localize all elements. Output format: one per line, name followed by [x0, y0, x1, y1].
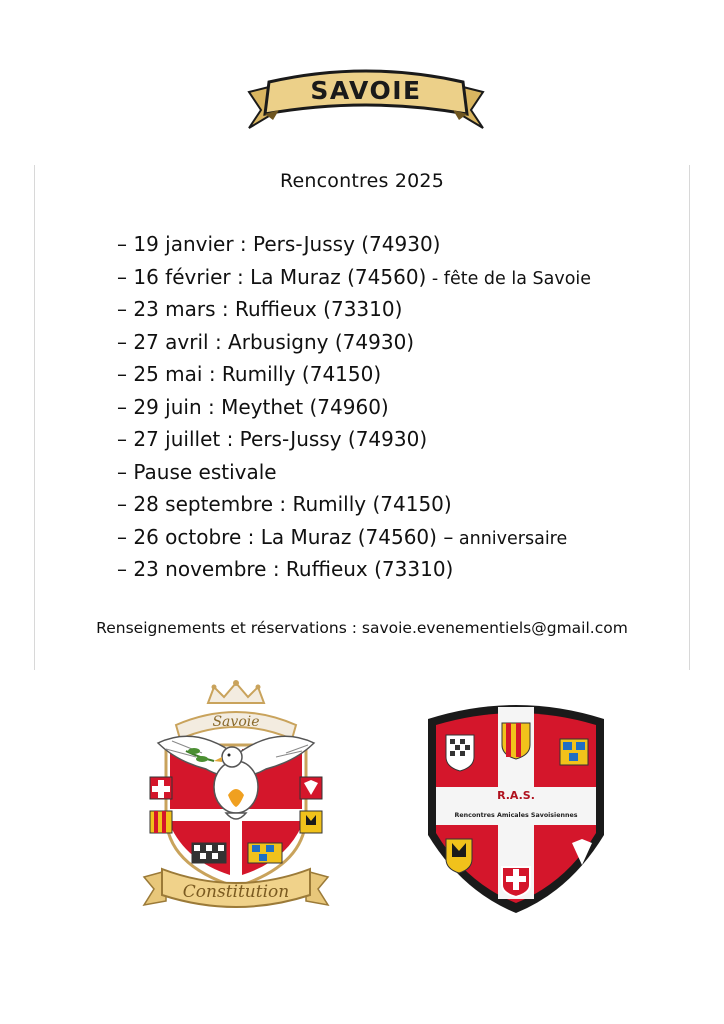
- list-item: [117, 326, 591, 359]
- event-text: – 23 mars : Ruffieux (73310): [117, 297, 403, 321]
- list-item: [117, 228, 591, 261]
- ras-abbr: R.A.S.: [497, 789, 535, 802]
- event-text: – 28 septembre : Rumilly (74150): [117, 492, 452, 516]
- ras-name: Rencontres Amicales Savoisiennes: [454, 812, 578, 819]
- event-extra: anniversaire: [453, 528, 568, 549]
- savoie-constitution-crest: [136, 665, 336, 915]
- event-text: – 27 juillet : Pers-Jussy (74930): [117, 427, 428, 451]
- banner-text: SAVOIE: [310, 76, 422, 105]
- event-text: – 29 juin : Meythet (74960): [117, 394, 389, 419]
- list-item: [117, 358, 591, 391]
- event-text: – 27 avril : Arbusigny (74930): [117, 329, 415, 354]
- contact-line: Renseignements et réservations : savoie.evenementiels@gmail.com: [96, 619, 628, 637]
- event-text: – 23 novembre : Ruffieux (73310): [117, 557, 454, 581]
- event-text: – 19 janvier : Pers-Jussy (74930): [117, 232, 441, 256]
- ras-crest: [420, 695, 612, 917]
- list-item: [117, 293, 591, 326]
- event-text: – 16 février : La Muraz (74560): [117, 264, 427, 289]
- page-title: Rencontres 2025: [279, 170, 445, 192]
- bottom-ribbon-text: Constitution: [182, 882, 290, 902]
- list-item: [117, 423, 591, 456]
- top-ribbon-text: Savoie: [212, 714, 260, 730]
- savoie-banner: [235, 62, 497, 138]
- list-item: [117, 456, 591, 489]
- list-item: [117, 553, 591, 586]
- list-item: [117, 521, 591, 554]
- list-item: [117, 261, 591, 294]
- event-text: – Pause estivale: [117, 459, 277, 484]
- list-item: [117, 488, 591, 521]
- event-text: – 25 mai : Rumilly (74150): [117, 362, 382, 386]
- event-text: – 26 octobre : La Muraz (74560) –: [117, 524, 454, 549]
- list-item: [117, 391, 591, 424]
- event-extra: - fête de la Savoie: [426, 268, 592, 289]
- events-list: [117, 228, 591, 586]
